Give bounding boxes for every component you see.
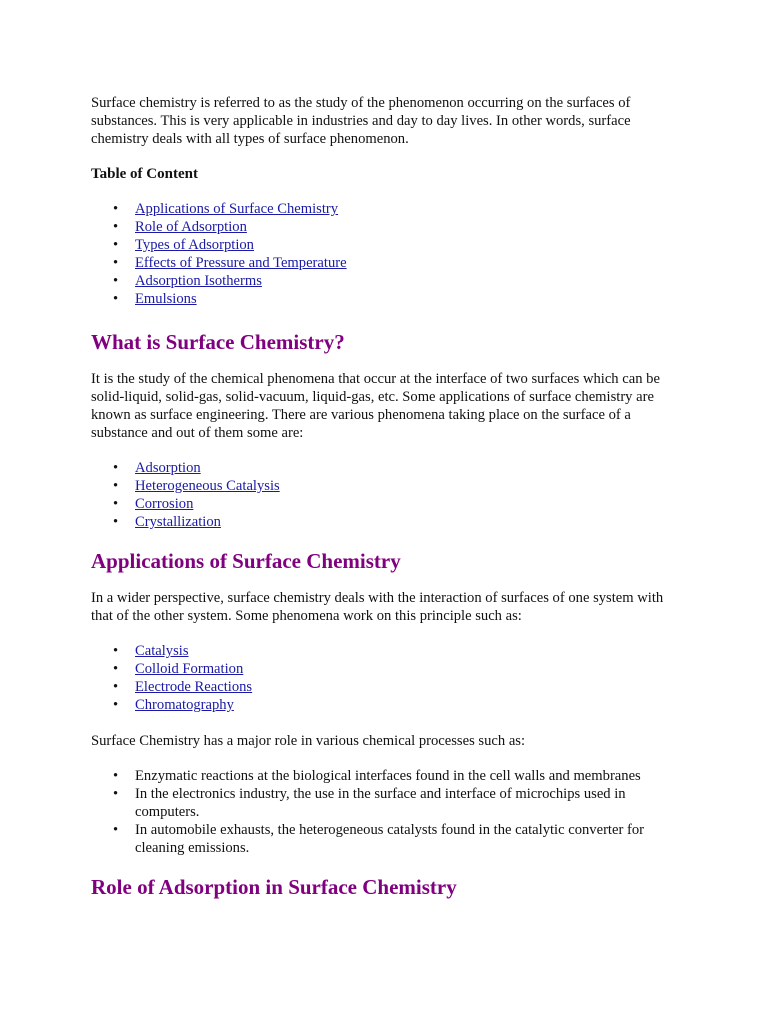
link-heterogeneous-catalysis[interactable]: Heterogeneous Catalysis (135, 478, 280, 494)
heading-role-of-adsorption: Role of Adsorption in Surface Chemistry (91, 875, 457, 899)
toc-item (135, 200, 681, 218)
toc-item (135, 236, 681, 254)
toc-link-applications[interactable]: Applications of Surface Chemistry (135, 201, 339, 217)
list-item (135, 696, 681, 714)
processes-list (91, 767, 681, 857)
list-item (135, 678, 681, 696)
toc-list (91, 200, 681, 308)
toc-item (135, 272, 681, 290)
list-item (135, 477, 681, 495)
toc-item (135, 254, 681, 272)
list-item (135, 642, 681, 660)
link-catalysis[interactable]: Catalysis (135, 643, 189, 659)
applications-paragraph: In a wider perspective, surface chemistry deals with the interaction of surfaces of one system with that of the other system. Some phenomena work on this principle such as: (91, 590, 664, 624)
heading-applications: Applications of Surface Chemistry (91, 549, 401, 573)
toc-link-adsorption-isotherms[interactable]: Adsorption Isotherms (135, 273, 262, 289)
link-chromatography[interactable]: Chromatography (135, 697, 234, 713)
list-item: • In the electronics industry, the use in the surface and interface of microchips used in computers. (135, 785, 681, 821)
document-content (91, 94, 681, 900)
role-paragraph: Surface Chemistry has a major role in various chemical processes such as: (91, 733, 526, 749)
link-electrode-reactions[interactable]: Electrode Reactions (135, 679, 253, 695)
list-item (135, 495, 681, 513)
applications-list (91, 642, 681, 714)
toc-link-role-of-adsorption[interactable]: Role of Adsorption (135, 219, 247, 235)
link-corrosion[interactable]: Corrosion (135, 496, 194, 512)
toc-title: Table of Content (91, 166, 198, 182)
link-adsorption[interactable]: Adsorption (135, 460, 201, 476)
toc-link-types-of-adsorption[interactable]: Types of Adsorption (135, 237, 254, 253)
list-item: • Enzymatic reactions at the biological interfaces found in the cell walls and membranes (135, 767, 681, 785)
intro-paragraph: Surface chemistry is referred to as the study of the phenomenon occurring on the surfaces of substances. This is very applicable in industries and day to day lives. In other words, surface chemistry deals with all types of surface phenomenon. (91, 95, 631, 147)
what-paragraph: It is the study of the chemical phenomena that occur at the interface of two surfaces which can be solid-liquid, solid-gas, solid-vacuum, liquid-gas, etc. Some applications of surface chemistry are known as surface engineering. There are various phenomena taking place on the surface of a substance and out of them some are: (91, 371, 660, 441)
toc-link-emulsions[interactable]: Emulsions (135, 291, 197, 307)
phenomena-list (91, 459, 681, 531)
list-item: • In automobile exhausts, the heterogeneous catalysts found in the catalytic converter for cleaning emissions. (135, 821, 681, 857)
heading-what-is-surface-chemistry: What is Surface Chemistry? (91, 330, 345, 354)
list-item (135, 660, 681, 678)
toc-item (135, 290, 681, 308)
toc-link-pressure-temperature[interactable]: Effects of Pressure and Temperature (135, 255, 347, 271)
list-item (135, 513, 681, 531)
list-item (135, 459, 681, 477)
toc-item (135, 218, 681, 236)
link-colloid-formation[interactable]: Colloid Formation (135, 661, 244, 677)
link-crystallization[interactable]: Crystallization (135, 514, 221, 530)
